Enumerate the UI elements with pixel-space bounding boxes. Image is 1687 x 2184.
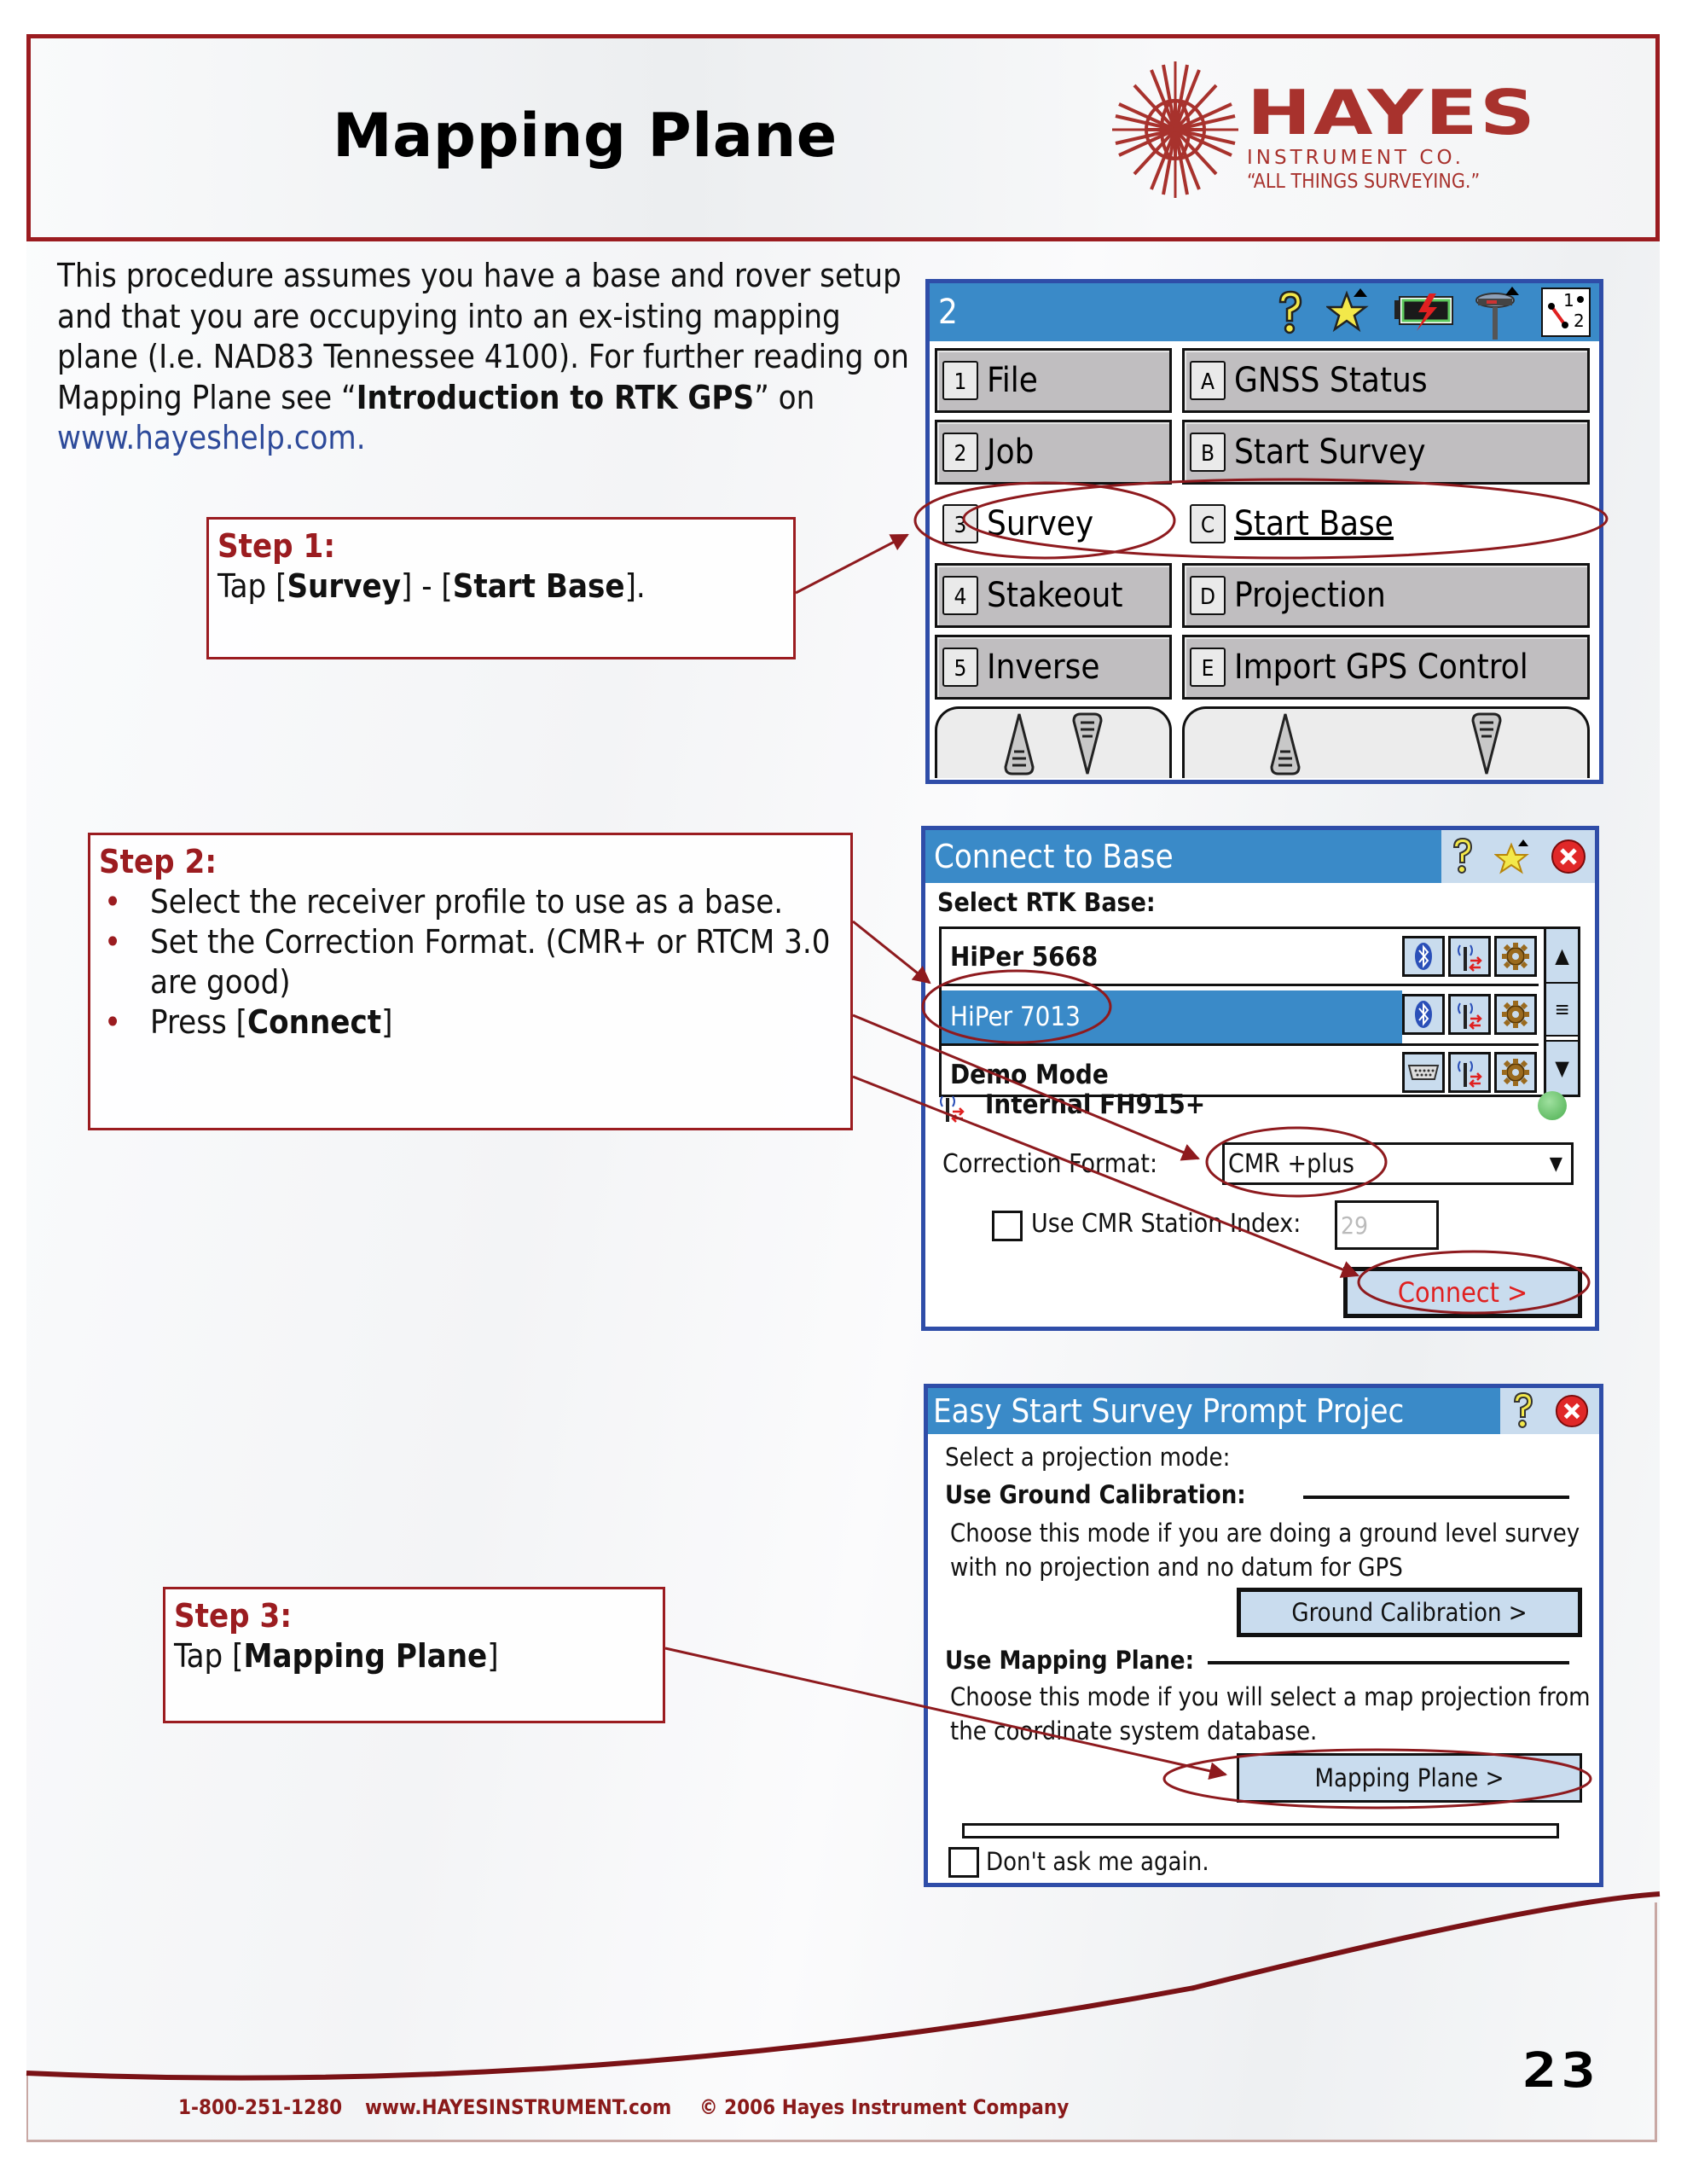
settings-gear-icon[interactable]	[1494, 994, 1537, 1035]
intro-text: This procedure assumes you have a base and rover setup and that you are occupying into an ex-isting mapping plane (I.e. NAD83 Tennessee 4100). For further reading on Mapping Plane see “	[57, 257, 909, 416]
close-icon[interactable]	[1551, 839, 1586, 874]
hotkey-badge: D	[1190, 576, 1226, 615]
titlebar	[928, 1388, 1599, 1434]
step-title: Step 3:	[174, 1597, 292, 1635]
titlebar	[925, 830, 1595, 883]
sunburst-globe-icon	[1109, 60, 1245, 205]
scroll-up-icon[interactable]	[1002, 711, 1036, 777]
menu-item-start-base[interactable]	[1182, 491, 1590, 556]
hotkey-badge: 3	[942, 504, 978, 543]
footer-phone: 1-800-251-1280	[178, 2095, 343, 2119]
settings-gear-icon[interactable]	[1494, 1052, 1537, 1093]
radio-label: Internal FH915+	[985, 1089, 1206, 1120]
menu-item-label: File	[987, 361, 1038, 400]
page-border	[26, 2140, 1657, 2142]
scroll-down-icon[interactable]	[1470, 711, 1504, 777]
page-scroll-controls	[930, 700, 1599, 778]
step-bullet: • Select the receiver profile to use as a base.	[99, 882, 842, 922]
step-bullet	[99, 1002, 842, 1043]
step-text: Press [	[150, 1003, 248, 1041]
profile-name: HiPer 7013	[950, 1002, 1081, 1032]
step-1-callout	[206, 517, 796, 659]
menu-item-stakeout[interactable]	[935, 563, 1172, 628]
screen-title: 2	[938, 293, 958, 332]
svg-text:1: 1	[1563, 290, 1574, 311]
page-number: 23	[1522, 2043, 1600, 2099]
screen-title: Easy Start Survey Prompt Projec	[933, 1392, 1405, 1430]
step-text: ]	[381, 1003, 393, 1041]
scroll-up-icon[interactable]	[1268, 711, 1302, 777]
dont-ask-again-label: Don't ask me again.	[986, 1847, 1209, 1876]
menu-item-label: Import GPS Control	[1234, 648, 1528, 687]
step-text-bold: Connect	[247, 1003, 382, 1041]
hotkey-badge: A	[1190, 361, 1226, 400]
device-connect-to-base-screen	[921, 826, 1599, 1331]
menu-item-import-gps-control[interactable]	[1182, 635, 1590, 700]
menu-item-label: Job	[987, 433, 1035, 472]
hotkey-badge: 5	[942, 648, 978, 687]
right-column-scroll	[1182, 706, 1590, 778]
mapping-plane-description: Choose this mode if you will select a map projection from the coordinate system database.	[950, 1682, 1591, 1745]
scroll-thumb[interactable]: ≡	[1546, 984, 1578, 1037]
list-scrollbar[interactable]	[1544, 929, 1578, 1095]
menu-item-label: Survey	[987, 504, 1094, 543]
connect-button[interactable]: Connect >	[1343, 1267, 1582, 1318]
select-rtk-base-label: Select RTK Base:	[937, 888, 1156, 918]
point-to-point-icon[interactable]	[1541, 288, 1591, 337]
radio-link-icon	[937, 1091, 966, 1127]
row-separator	[942, 984, 1539, 986]
progress-bar	[962, 1823, 1559, 1838]
section-divider	[1303, 1496, 1569, 1499]
correction-format-label: Correction Format:	[942, 1149, 1158, 1179]
menu-item-survey[interactable]	[935, 491, 1172, 556]
radio-link-icon[interactable]	[1448, 936, 1491, 977]
step-3-callout	[163, 1587, 665, 1723]
serial-port-icon[interactable]	[1402, 1052, 1445, 1093]
page-border	[26, 2073, 28, 2141]
page-title: Mapping Plane	[333, 101, 838, 171]
selected-value: CMR +plus	[1228, 1148, 1354, 1179]
favorites-star-icon[interactable]	[1494, 838, 1532, 875]
step-text: Tap [	[174, 1637, 244, 1675]
dont-ask-again-checkbox[interactable]	[948, 1847, 979, 1878]
correction-format-select[interactable]	[1222, 1142, 1574, 1185]
step-title: Step 1:	[217, 527, 335, 565]
main-menu-grid	[930, 341, 1599, 700]
menu-item-label: GNSS Status	[1234, 361, 1428, 400]
ground-calibration-description: Choose this mode if you are doing a ground level survey with no projection and no datum for GPS	[950, 1519, 1580, 1582]
hotkey-badge: 2	[942, 433, 978, 472]
hotkey-badge: 1	[942, 361, 978, 400]
menu-item-gnss-status[interactable]	[1182, 348, 1590, 413]
profile-name: HiPer 5668	[950, 942, 1099, 973]
intro-reference-title: Introduction to RTK GPS	[356, 378, 755, 416]
profile-row-hiper-7013[interactable]	[942, 990, 1402, 1043]
menu-item-label: Start Base	[1234, 504, 1394, 543]
intro-paragraph	[57, 256, 910, 459]
hotkey-badge: 4	[942, 576, 978, 615]
logo-tagline: “ALL THINGS SURVEYING.”	[1247, 171, 1481, 193]
row-separator	[942, 1043, 1539, 1046]
screen-title: Connect to Base	[934, 838, 1174, 875]
section-divider	[1208, 1661, 1569, 1664]
device-projection-prompt-screen	[924, 1384, 1603, 1887]
scroll-down-arrow-icon[interactable]: ▼	[1546, 1040, 1578, 1095]
titlebar	[930, 283, 1599, 341]
menu-item-file[interactable]	[935, 348, 1172, 413]
logo-wordmark: HAYES	[1247, 77, 1538, 148]
intro-text: ” on	[754, 378, 815, 416]
hotkey-badge: C	[1190, 504, 1226, 543]
mapping-plane-heading: Use Mapping Plane:	[945, 1646, 1195, 1675]
menu-item-label: Stakeout	[987, 576, 1123, 615]
station-index-label: Use CMR Station Index:	[1031, 1209, 1301, 1239]
step-text: ].	[624, 567, 646, 605]
receiver-pole-icon	[1475, 285, 1522, 340]
station-index-input[interactable]: 29	[1335, 1200, 1439, 1250]
menu-item-label: Projection	[1234, 576, 1386, 615]
left-column-scroll	[935, 706, 1172, 778]
help-icon[interactable]	[1273, 288, 1307, 336]
hayeshelp-link[interactable]: www.hayeshelp.com.	[57, 419, 366, 456]
menu-item-projection[interactable]	[1182, 563, 1590, 628]
projection-prompt: Select a projection mode:	[945, 1443, 1231, 1472]
step-title: Step 2:	[99, 843, 217, 880]
step-text-bold: Survey	[287, 567, 402, 605]
svg-text:2: 2	[1574, 311, 1585, 331]
radio-link-icon[interactable]	[1448, 1052, 1491, 1093]
favorites-star-icon[interactable]	[1326, 287, 1374, 338]
base-profile-list[interactable]	[939, 926, 1580, 1097]
scroll-down-icon[interactable]	[1070, 711, 1104, 777]
step-text: ] - [	[401, 567, 453, 605]
step-text: Tap [	[217, 567, 287, 605]
menu-item-inverse[interactable]	[935, 635, 1172, 700]
profile-name: Demo Mode	[950, 1060, 1109, 1090]
help-icon[interactable]	[1510, 1391, 1536, 1431]
page-border	[1655, 1902, 1657, 2141]
menu-item-label: Inverse	[987, 648, 1100, 687]
footer-website[interactable]: www.HAYESINSTRUMENT.com	[365, 2095, 672, 2119]
logo-subtitle: INSTRUMENT CO.	[1247, 147, 1464, 169]
use-cmr-station-index-checkbox[interactable]	[992, 1211, 1023, 1241]
close-icon[interactable]	[1555, 1394, 1589, 1428]
hotkey-badge: E	[1190, 648, 1226, 687]
bluetooth-icon[interactable]	[1402, 936, 1445, 977]
mapping-plane-button[interactable]: Mapping Plane >	[1237, 1753, 1582, 1803]
step-text-bold: Start Base	[452, 567, 625, 605]
device-main-menu-screen	[925, 279, 1603, 784]
help-icon[interactable]	[1450, 837, 1475, 876]
bluetooth-icon[interactable]	[1402, 994, 1445, 1035]
hotkey-badge: B	[1190, 433, 1226, 472]
radio-status-indicator	[1538, 1091, 1567, 1120]
scroll-up-arrow-icon[interactable]: ▲	[1546, 929, 1578, 984]
step-text-bold: Mapping Plane	[243, 1637, 488, 1675]
ground-calibration-button[interactable]: Ground Calibration >	[1237, 1588, 1582, 1637]
menu-item-start-survey[interactable]	[1182, 420, 1590, 485]
radio-link-icon[interactable]	[1448, 994, 1491, 1035]
settings-gear-icon[interactable]	[1494, 936, 1537, 977]
step-bullet: • Set the Correction Format. (CMR+ or RTCM 3.0 are good)	[99, 922, 842, 1002]
step-bullet-list	[99, 882, 842, 1043]
ground-calibration-heading: Use Ground Calibration:	[945, 1480, 1246, 1509]
step-2-callout	[88, 833, 853, 1130]
chevron-down-icon: ▼	[1549, 1153, 1562, 1175]
step-text: ]	[487, 1637, 499, 1675]
menu-item-label: Start Survey	[1234, 433, 1426, 472]
menu-item-job[interactable]	[935, 420, 1172, 485]
footer-copyright: © 2006 Hayes Instrument Company	[699, 2095, 1070, 2119]
battery-charging-icon	[1393, 293, 1456, 331]
